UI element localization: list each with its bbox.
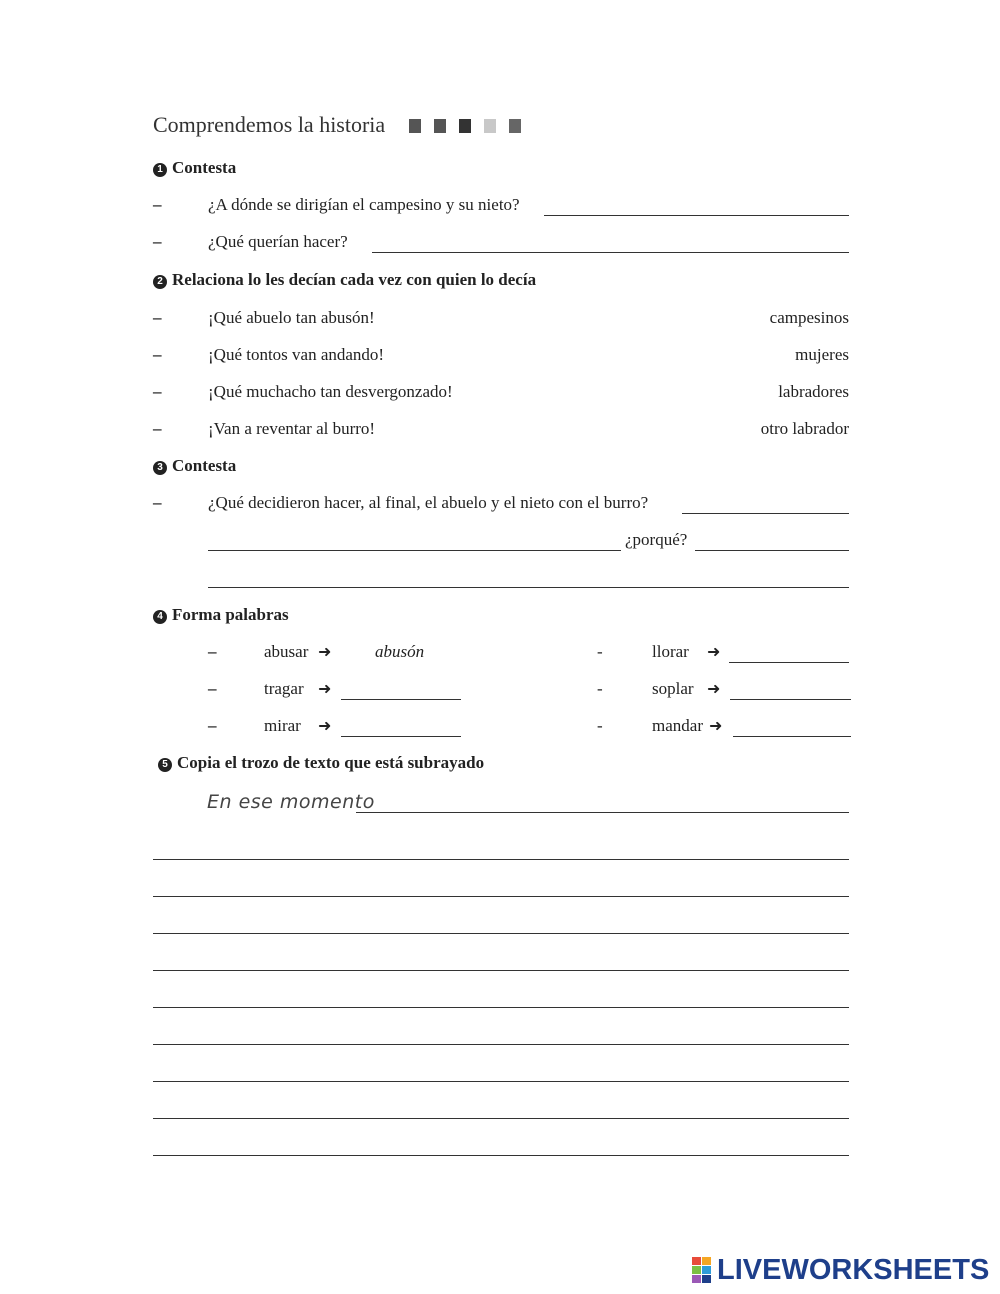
- section-3-heading: [153, 456, 236, 476]
- match-right-item[interactable]: campesinos: [769, 308, 849, 327]
- answer-line[interactable]: [208, 587, 849, 588]
- match-right-item[interactable]: mujeres: [795, 345, 849, 364]
- word: llorar: [652, 642, 689, 661]
- section-heading-text: Relaciona lo les decían cada vez con quien lo decía: [172, 270, 537, 289]
- writing-line[interactable]: [153, 1044, 849, 1045]
- word: mirar: [264, 716, 301, 735]
- page-title: Comprendemos la historia: [153, 112, 386, 137]
- difficulty-square: [434, 119, 446, 133]
- dash: –: [153, 195, 162, 214]
- difficulty-square: [409, 119, 421, 133]
- word: tragar: [264, 679, 304, 698]
- difficulty-square: [509, 119, 521, 133]
- match-left-item[interactable]: ¡Qué tontos van andando!: [208, 345, 385, 364]
- liveworksheets-logo: [692, 1254, 988, 1288]
- arrow-icon: ➜: [707, 679, 721, 698]
- match-left-item[interactable]: ¡Van a reventar al burro!: [208, 419, 376, 438]
- answer-line[interactable]: [730, 699, 851, 700]
- logo-mark-icon: [692, 1257, 712, 1283]
- section-heading-text: Contesta: [172, 456, 237, 475]
- word: abusar: [264, 642, 309, 661]
- answer-line[interactable]: [356, 812, 849, 813]
- writing-line[interactable]: [153, 933, 849, 934]
- word: soplar: [652, 679, 694, 698]
- section-number: 2: [153, 275, 167, 289]
- writing-line[interactable]: [153, 896, 849, 897]
- hyphen: -: [597, 642, 603, 661]
- section-heading-text: Copia el trozo de texto que está subrayado: [177, 753, 485, 772]
- answer-line[interactable]: [341, 736, 461, 737]
- section-number: 3: [153, 461, 167, 475]
- dash: –: [153, 345, 162, 364]
- dash: –: [153, 419, 162, 438]
- writing-line[interactable]: [153, 1007, 849, 1008]
- writing-line[interactable]: [153, 1081, 849, 1082]
- writing-line[interactable]: [153, 1118, 849, 1119]
- dash: –: [153, 232, 162, 251]
- example-answer: abusón: [375, 642, 425, 661]
- dash: –: [153, 493, 162, 512]
- arrow-icon: ➜: [318, 716, 332, 735]
- hyphen: -: [597, 679, 603, 698]
- arrow-icon: ➜: [318, 679, 332, 698]
- answer-line[interactable]: [695, 550, 849, 551]
- section-heading-text: Forma palabras: [172, 605, 289, 624]
- question-3: ¿Qué decidieron hacer, al final, el abuelo y el nieto con el burro?: [208, 493, 649, 512]
- arrow-icon: ➜: [318, 642, 332, 661]
- hyphen: -: [597, 716, 603, 735]
- section-4-heading: [153, 605, 289, 625]
- answer-line[interactable]: [208, 550, 621, 551]
- answer-line[interactable]: [729, 662, 849, 663]
- arrow-icon: ➜: [709, 716, 723, 735]
- section-heading-text: Contesta: [172, 158, 237, 177]
- dash: –: [153, 382, 162, 401]
- word: mandar: [652, 716, 703, 735]
- logo-text: LIVEWORKSHEETS: [717, 1254, 990, 1286]
- dash: –: [208, 679, 217, 698]
- match-right-item[interactable]: otro labrador: [760, 419, 849, 438]
- match-left-item[interactable]: ¡Qué muchacho tan desvergonzado!: [208, 382, 453, 401]
- section-number: 4: [153, 610, 167, 624]
- start-text: En ese momento: [207, 791, 375, 813]
- difficulty-square: [484, 119, 496, 133]
- dash: –: [208, 716, 217, 735]
- section-5-heading: [158, 753, 484, 773]
- why-label: ¿porqué?: [625, 530, 688, 549]
- question-2: ¿Qué querían hacer?: [208, 232, 348, 251]
- section-1-heading: [153, 158, 236, 178]
- writing-line[interactable]: [153, 859, 849, 860]
- answer-line[interactable]: [682, 513, 849, 514]
- answer-line[interactable]: [544, 215, 849, 216]
- dash: –: [153, 308, 162, 327]
- difficulty-square: [459, 119, 471, 133]
- match-right-item[interactable]: labradores: [778, 382, 849, 401]
- match-left-item[interactable]: ¡Qué abuelo tan abusón!: [208, 308, 375, 327]
- dash: –: [208, 642, 217, 661]
- section-number: 5: [158, 758, 172, 772]
- writing-line[interactable]: [153, 1155, 849, 1156]
- answer-line[interactable]: [341, 699, 461, 700]
- section-2-heading: [153, 270, 536, 290]
- answer-line[interactable]: [372, 252, 849, 253]
- answer-line[interactable]: [733, 736, 851, 737]
- section-number: 1: [153, 163, 167, 177]
- question-1: ¿A dónde se dirigían el campesino y su nieto?: [208, 195, 520, 214]
- writing-line[interactable]: [153, 970, 849, 971]
- arrow-icon: ➜: [707, 642, 721, 661]
